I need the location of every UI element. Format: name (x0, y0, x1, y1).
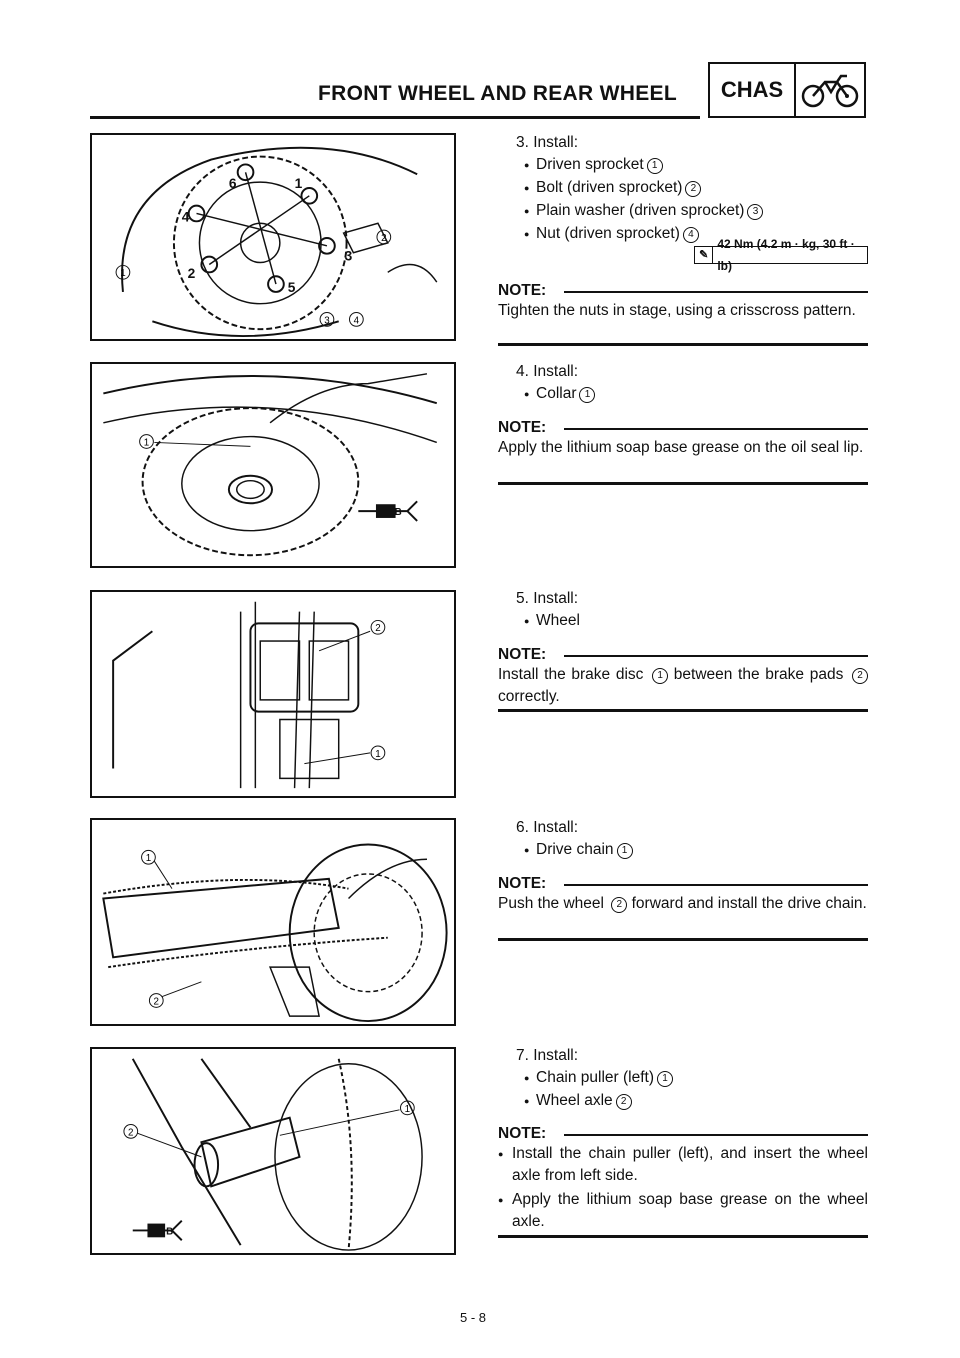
motorcycle-icon (796, 64, 864, 116)
list-item: ● Nut (driven sprocket) 4 (536, 223, 699, 245)
callout-6: 6 (228, 175, 237, 191)
section-step-3 (498, 132, 868, 347)
step-heading: 7. Install: (516, 1047, 579, 1064)
grease-symbol: B (166, 1226, 174, 1238)
callout-number: 2 (375, 623, 381, 635)
callout-number: 1 (375, 748, 381, 760)
callout-number: 1 (143, 437, 150, 449)
note-bullet: Apply the lithium soap base grease on the wheel axle. (512, 1191, 868, 1230)
step-heading: 4. Install: (516, 363, 579, 380)
note-text: Install the brake disc 1 between the brake pads 2 correctly. (498, 664, 868, 708)
list-item: ● Collar 1 (536, 383, 595, 405)
figure-driven-sprocket (90, 133, 456, 341)
wrench-icon: ✎ (695, 247, 713, 263)
list-item: ● Driven sprocket 1 (536, 154, 663, 176)
callout-number: 2 (128, 1127, 134, 1139)
step-heading: 3. Install: (516, 134, 579, 151)
figure-drive-chain (90, 818, 456, 1026)
list-item: ● Drive chain 1 (536, 839, 633, 861)
note-text: Apply the lithium soap base grease on the oil seal lip. (498, 439, 864, 456)
chas-label: CHAS (710, 64, 796, 116)
callout-1: 1 (294, 175, 303, 191)
note-bullet: Install the chain puller (left), and insert the wheel axle from left side. (512, 1145, 868, 1184)
note-label: NOTE: (498, 875, 547, 892)
page-number: 5 - 8 (460, 1310, 487, 1325)
list-item: ● Bolt (driven sprocket) 2 (536, 177, 701, 199)
figure-collar (90, 362, 456, 568)
callout-number: 1 (145, 853, 152, 865)
header-rule (90, 116, 700, 119)
list-item: ● Wheel (536, 610, 580, 632)
callout-3: 3 (344, 248, 353, 264)
callout-number: 4 (353, 315, 360, 327)
note-text: Push the wheel 2 forward and install the drive chain. (498, 895, 867, 912)
callout-2: 2 (187, 266, 196, 282)
section-step-5 (498, 588, 868, 718)
step-heading: 5. Install: (516, 590, 579, 607)
note-label: NOTE: (498, 1125, 547, 1142)
list-item: ● Wheel axle 2 (536, 1090, 632, 1112)
callout-number: 2 (153, 996, 160, 1008)
list-item: ● Chain puller (left) 1 (536, 1067, 673, 1089)
figure-brake-caliper (90, 590, 456, 798)
section-step-6 (498, 817, 868, 947)
note-label: NOTE: (498, 419, 547, 436)
grease-symbol: B (394, 507, 402, 519)
list-item: ● Plain washer (driven sprocket) 3 (536, 200, 763, 222)
callout-number: 1 (120, 268, 126, 280)
callout-5: 5 (287, 279, 296, 295)
section-badge (708, 62, 866, 118)
torque-spec: ✎ 42 Nm (4.2 m · kg, 30 ft · lb) (694, 246, 868, 264)
callout-4: 4 (181, 209, 190, 225)
note-text: Tighten the nuts in stage, using a crisscross pattern. (498, 302, 856, 319)
page-title: FRONT WHEEL AND REAR WHEEL (318, 82, 677, 105)
callout-number: 2 (381, 232, 387, 244)
section-step-7: 7. Install: ● Chain puller (left) 1 ● Wheel axle 2 NOTE: Install the chain puller (left), and insert the wheel axle from left side. ● Apply the lithium soap base grease on the wheel axle. ● (498, 1045, 868, 1245)
step-heading: 6. Install: (516, 819, 579, 836)
note-label: NOTE: (498, 646, 547, 663)
note-label: NOTE: (498, 282, 547, 299)
callout-number: 3 (324, 315, 330, 327)
callout-number: 1 (404, 1103, 411, 1115)
figure-wheel-axle (90, 1047, 456, 1255)
section-step-4 (498, 361, 868, 491)
